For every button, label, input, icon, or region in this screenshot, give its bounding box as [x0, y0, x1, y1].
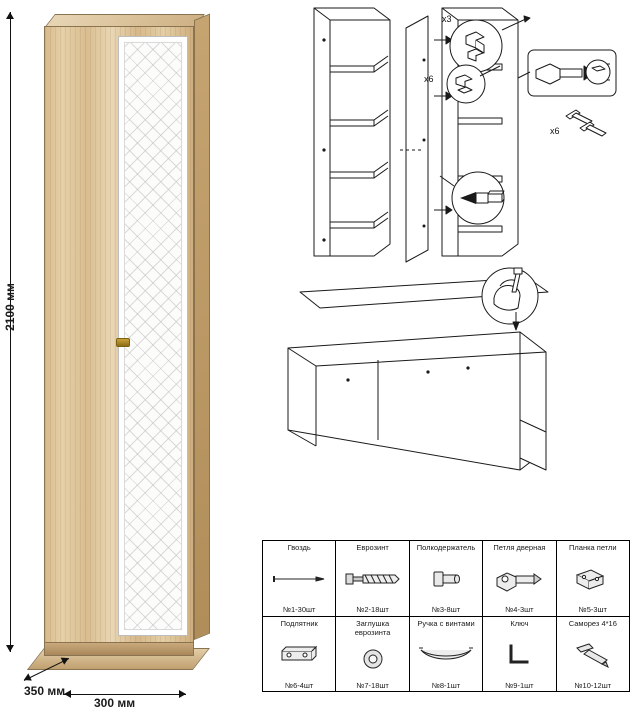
- parts-table-row: [263, 541, 629, 617]
- part-name: Гвоздь: [287, 543, 311, 552]
- parts-table-row: [263, 617, 629, 692]
- part-cell-handle: [410, 617, 483, 692]
- shelf-support-icon: [412, 553, 480, 605]
- callout-label-x6-right: x6: [550, 126, 560, 136]
- part-name: Полкодержатель: [416, 543, 476, 552]
- lifter-icon: [265, 629, 333, 681]
- part-cell-shelf-support: [410, 541, 483, 616]
- back-panel-view: [400, 16, 428, 262]
- part-cell-self-tapping-screw: [557, 617, 629, 692]
- self-tapping-screw-icon: [559, 629, 627, 681]
- assembly-svg: [228, 0, 636, 530]
- callout-hammer-hand: [482, 268, 538, 330]
- part-qty: №4-3шт: [505, 605, 534, 614]
- part-name: Заглушка еврозинта: [354, 619, 391, 637]
- part-qty: №1-30шт: [282, 605, 316, 614]
- parts-table: [262, 540, 630, 692]
- part-cell-hinge-plate: [557, 541, 629, 616]
- cap-icon: [338, 637, 406, 681]
- part-qty: №3-8шт: [431, 605, 461, 614]
- part-name: Еврозинт: [356, 543, 389, 552]
- dimension-label-width: 300 мм: [94, 696, 136, 710]
- door-hinge-icon: [485, 553, 553, 605]
- part-cell-cap: [336, 617, 409, 692]
- callout-label-x6-top: x6: [424, 74, 434, 84]
- part-cell-door-hinge: [483, 541, 556, 616]
- dimension-line-width: [64, 694, 186, 695]
- euro-screw-icon: [338, 553, 406, 605]
- part-qty: №2-18шт: [356, 605, 389, 614]
- callout-label-x3: x3: [442, 14, 452, 24]
- part-name: Петля дверная: [493, 543, 546, 552]
- part-cell-lifter: [263, 617, 336, 692]
- door-handle-icon: [116, 338, 130, 347]
- part-qty: №10-12шт: [574, 681, 612, 690]
- hinge-plate-icon: [559, 553, 627, 605]
- dimension-label-height: 2100 мм: [3, 283, 17, 331]
- dimension-label-depth: 350 мм: [24, 684, 66, 698]
- part-cell-nail: [263, 541, 336, 616]
- part-qty: №5-3шт: [578, 605, 607, 614]
- cabinet-door: [118, 36, 188, 636]
- product-illustration: [18, 8, 228, 710]
- part-cell-allen-key: [483, 617, 556, 692]
- callout-door-hinge: [518, 50, 616, 96]
- part-name: Ключ: [510, 619, 529, 628]
- allen-key-icon: [485, 629, 553, 681]
- door-quilted-pattern: [124, 42, 182, 630]
- cabinet-side-panel: [194, 14, 210, 640]
- assembly-diagrams: [228, 0, 636, 530]
- nail-icon: [265, 553, 333, 605]
- carcass-view-1: [314, 8, 390, 256]
- part-cell-euro-screw: [336, 541, 409, 616]
- part-qty: №7-18шт: [356, 681, 389, 690]
- part-qty: №9-1шт: [505, 681, 534, 690]
- part-name: Ручка с винтами: [417, 619, 475, 628]
- part-name: Планка петли: [569, 543, 617, 552]
- callout-screws-x6: [566, 110, 606, 136]
- handle-icon: [412, 629, 480, 681]
- part-qty: №6-4шт: [285, 681, 314, 690]
- part-name: Подлятник: [280, 619, 318, 628]
- part-name: Саморез 4*16: [568, 619, 617, 628]
- part-qty: №8-1шт: [431, 681, 461, 690]
